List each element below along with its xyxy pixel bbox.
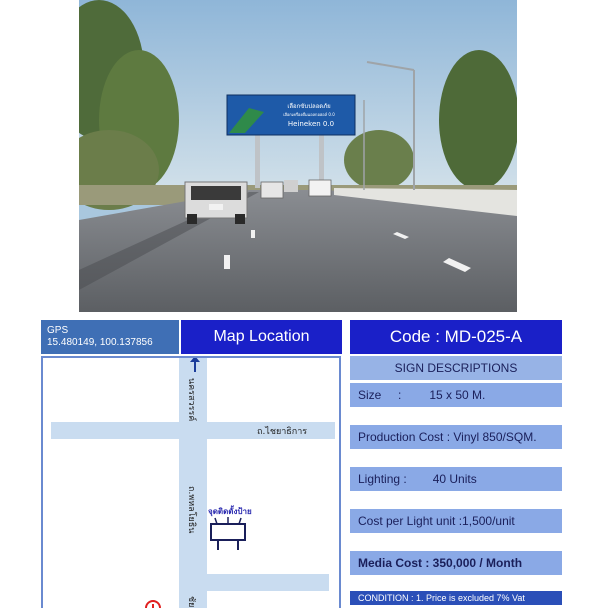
gps-label: GPS — [47, 325, 69, 336]
billboard-marker-label: จุดติดตั้งป้าย — [208, 507, 252, 516]
lighting-label: Lighting : — [358, 472, 407, 486]
billboard-marker-icon — [211, 517, 245, 550]
gps-box — [41, 320, 179, 354]
road-label-top: ถ.ไชยาธิการ — [257, 427, 308, 437]
media-cost-row: Media Cost : 350,000 / Month — [350, 551, 562, 575]
billboard-brand: Heineken 0.0 — [287, 120, 335, 128]
billboard-photo — [79, 0, 517, 312]
billboard-line1: เลือกขับปลอดภัย — [287, 103, 331, 110]
road-label-vertical-main: ถ.พหลโยธิน — [186, 486, 196, 534]
location-map — [41, 356, 341, 608]
gps-coords: 15.480149, 100.137856 — [47, 337, 153, 348]
sign-code: Code : MD-025-A — [350, 320, 562, 354]
size-row — [350, 383, 562, 407]
lighting-value: 40 Units — [432, 472, 477, 486]
billboard-line2: เลือกเครื่องดื่มแอลกอฮอล์ 0.0 — [283, 112, 335, 117]
size-value: 15 x 50 M. — [429, 388, 486, 402]
condition-row: CONDITION : 1. Price is excluded 7% Vat — [350, 591, 562, 605]
production-cost-row: Production Cost : Vinyl 850/SQM. — [350, 425, 562, 449]
road-label-vertical-top: นครสวรรค์ — [186, 378, 196, 422]
size-label: Size : — [358, 388, 402, 402]
map-location-title: Map Location — [181, 320, 342, 354]
road-horizontal-bottom — [207, 574, 329, 591]
lighting-row — [350, 467, 562, 491]
road-label-vertical-bottom: ชัย — [186, 596, 196, 608]
cost-per-light-row: Cost per Light unit :1,500/unit — [350, 509, 562, 533]
sign-descriptions-header: SIGN DESCRIPTIONS — [350, 356, 562, 380]
